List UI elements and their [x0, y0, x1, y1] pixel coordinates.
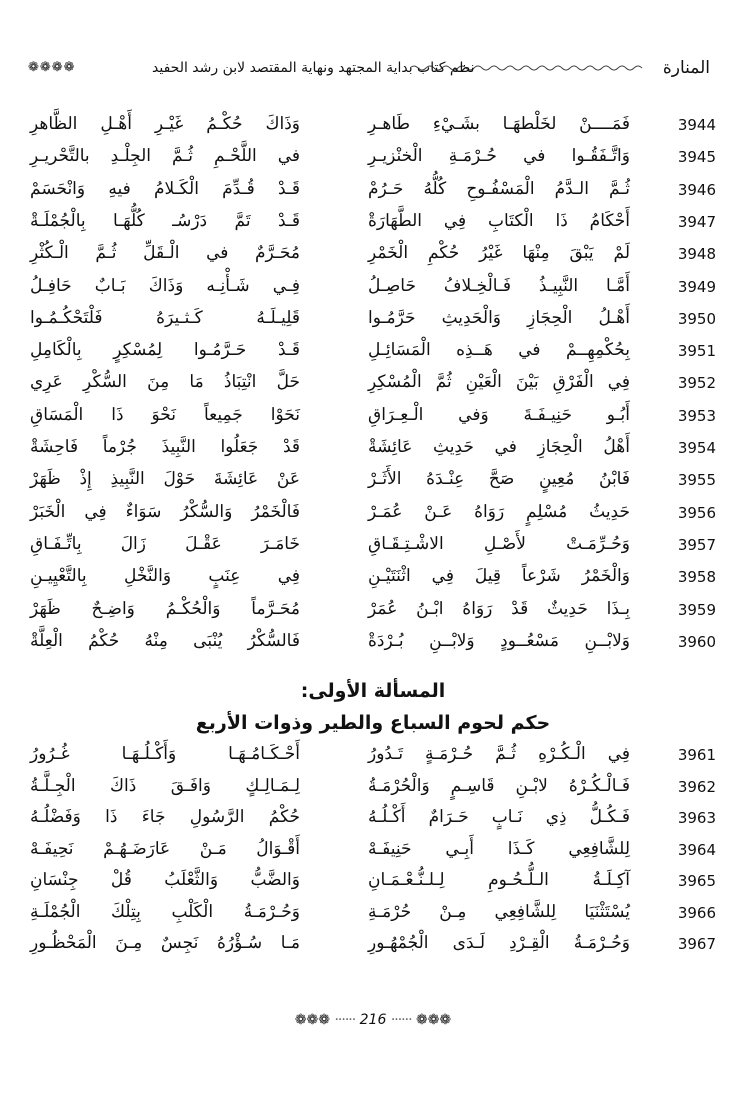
- verse-first-hemistich: ثُـمَّ الـدَّمُ الْمَسْفُـوحِ كُلُّهُ حَـرُمْ: [368, 178, 630, 199]
- verse-row: [30, 241, 716, 271]
- verse-row: [30, 209, 716, 239]
- verse-row: [30, 774, 716, 804]
- verse-first-hemistich: وَحُـرْمَـةُ الْقِـرْدِ لَـدَى الْجُمْهُـورِ: [368, 933, 630, 953]
- verse-row: [30, 467, 716, 497]
- verse-second-hemistich: قَدْ جَعَلُوا النَّبِيذَ جُرْماً فَاحِشَةْ: [30, 437, 300, 457]
- verse-row: [30, 900, 716, 930]
- verse-row: [30, 306, 716, 336]
- verse-number: 3961: [677, 746, 716, 764]
- page-footer: ❁❁❁ ······ 216 ······ ❁❁❁: [294, 1012, 452, 1028]
- verse-row: [30, 837, 716, 867]
- verse-number: 3951: [677, 342, 716, 361]
- page-header: [28, 56, 718, 86]
- verse-first-hemistich: وَالْخَمْرُ شَرْعاً قِيلَ فِي اثْنَتَيْـنِ: [368, 566, 630, 587]
- verse-second-hemistich: فِي عِنَبٍ وَالنَّخْلِ بِالتَّعْيِيـنِ: [30, 566, 300, 587]
- verse-second-hemistich: وَحُـرْمَـةُ الْكَلْبِ بِتِلْكَ الْجُمْلَـةِ: [30, 901, 300, 922]
- verse-number: 3954: [677, 439, 716, 457]
- verse-first-hemistich: لِلشَّافِعِي كَـذَا أَبِـي حَنِيفَـهْ: [368, 838, 630, 859]
- verse-row: [30, 868, 716, 898]
- verse-number: 3953: [677, 406, 716, 425]
- verse-first-hemistich: لَمْ يَبْقَ مِنْهَا غَيْرُ حُكْمِ الْخَمْرِ: [368, 243, 630, 264]
- verse-number: 3958: [677, 568, 716, 587]
- verse-number: 3946: [677, 180, 716, 199]
- footer-ornament-right: ❁❁❁: [415, 1012, 452, 1028]
- verse-number: 3947: [677, 212, 716, 231]
- section-title: المسألة الأولى:: [300, 680, 446, 702]
- verse-first-hemistich: فَـكُـلُّ ذِي نَـابٍ حَـرَامٌ أَكْـلُـهُ: [368, 807, 630, 827]
- verse-number: 3955: [677, 471, 716, 490]
- verse-number: 3952: [677, 374, 716, 393]
- verse-number: 3957: [677, 535, 716, 554]
- verse-number: 3964: [677, 840, 716, 859]
- verse-row: [30, 564, 716, 594]
- verse-number: 3959: [677, 600, 716, 619]
- page-number: 216: [359, 1012, 387, 1028]
- verse-second-hemistich: مَـا سُـؤْرُهُ نَجِسٌ مِـنَ الْمَحْظُـورِ: [30, 933, 300, 953]
- header-site-name: المنارة: [662, 58, 710, 78]
- verse-row: [30, 742, 716, 772]
- verse-row: [30, 532, 716, 562]
- header-ornament: ❁❁❁❁: [28, 60, 76, 75]
- verse-second-hemistich: فِـي شَـأْنِـه وَذَاكَ بَـابٌ حَافِـلُ: [30, 275, 300, 296]
- verse-second-hemistich: حُكْمُ الرَّسُولِ جَاءَ ذَا وَفَضْلُـهُ: [30, 807, 300, 827]
- verse-second-hemistich: أَقْـوَالُ مَـنْ عَارَضَـهُـمْ نَحِيفَـهْ: [30, 838, 300, 859]
- verse-second-hemistich: أَحْـكَـامُـهَـا وَأَكْـلُـهَـا غُـرُورُ: [30, 744, 300, 764]
- verse-row: [30, 805, 716, 835]
- verse-first-hemistich: أَهْلُ الْحِجَازِ في حَدِيثِ عَائِشَةْ: [368, 437, 630, 457]
- verse-second-hemistich: قَـدْ قُـدِّمَ الْكَـلامُ فيهِ وَانْحَسَمْ: [30, 178, 300, 199]
- verse-row: [30, 500, 716, 530]
- verse-row: [30, 931, 716, 961]
- verse-second-hemistich: في اللَّحْـمِ ثُـمَّ الجِلْـدِ بالتَّحْريـرِ: [30, 146, 300, 167]
- verse-second-hemistich: خَامَـرَ عَقْـلَ زَالَ بِاتِّـفَـاقِ: [30, 533, 300, 554]
- verse-second-hemistich: فَالْخَمْرُ وَالسُّكْرُ سَوَاءٌ فِي الْخَبَرْ: [30, 501, 300, 522]
- verse-number: 3948: [677, 245, 716, 264]
- verse-first-hemistich: آكِـلَـةُ الـلُّـحُـومِ لِـلـنُّـعْـمَـانِ: [368, 870, 630, 890]
- verse-number: 3965: [677, 872, 716, 890]
- verse-first-hemistich: أَبُـو حَنِيـفَـةَ وَفي الْـعِـرَاقِ: [368, 404, 630, 425]
- verse-second-hemistich: وَالضَّبُّ وَالثَّعْلَبُ قُلْ جِنْسَانِ: [30, 870, 300, 890]
- verse-second-hemistich: وَذَاكَ حُكْـمُ غَيْـرِ أَهْـلِ الظَّاهرِ: [30, 114, 300, 134]
- verse-second-hemistich: نَحَوْا جَمِيعاً نَحْوَ ذَا الْمَسَاقِ: [30, 404, 300, 425]
- verse-first-hemistich: وَحُـرِّمَـتْ لأَصْـلِ الاشْـتِـقَـاقِ: [368, 533, 630, 554]
- verse-row: [30, 403, 716, 433]
- verse-second-hemistich: مُحَـرَّمٌ في الْـقَلِّ ثُـمَّ الْـكُثْرِ: [30, 243, 300, 264]
- verse-number: 3949: [677, 277, 716, 296]
- verse-first-hemistich: بِحُكْمِهِــمْ في هَــذِه الْمَسَائِـلِ: [368, 340, 630, 361]
- verse-first-hemistich: فِي الْـكُـرْهِ ثُـمَّ حُـرْمَـةٍ تَـدُورُ: [368, 744, 630, 764]
- verse-number: 3966: [677, 903, 716, 922]
- verse-first-hemistich: حَدِيثُ مُسْلِمٍ رَوَاهُ عَـنْ عُمَـرْ: [368, 501, 630, 522]
- verse-second-hemistich: مُحَـرَّماً وَالْحُكْـمُ وَاضِـحٌ ظَهَرْ: [30, 598, 300, 619]
- verse-row: [30, 144, 716, 174]
- verse-second-hemistich: لِـمَـالِـكٍ وَافَـقَ ذَاكَ الْجِـلَّـةُ: [30, 775, 300, 796]
- verse-row: [30, 177, 716, 207]
- verse-number: 3945: [677, 148, 716, 167]
- verse-second-hemistich: قَـدْ حَـرَّمُـوا لِمُسْكِرٍ بِالْكَامِلِ: [30, 340, 300, 361]
- header-book-title: نظم كتاب بداية المجتهد ونهاية المقتصد لابن رشد الحفيد: [152, 60, 475, 76]
- verse-first-hemistich: أَهْـلُ الْحِجَازِ وَالْحَدِيثِ حَرَّمُـوا: [368, 307, 630, 328]
- verse-first-hemistich: فَابْنُ مُعِينٍ صَحَّ عِنْـدَهُ الأَثَـرْ: [368, 469, 630, 490]
- verse-second-hemistich: قَـدْ تَمَّ دَرْسُـ كُلُّهَـا بِالْجُمْلَـةْ: [30, 210, 300, 231]
- verse-first-hemistich: أَمَّـا النَّبِيـذُ فَـالْخِـلافُ حَاصِـلُ: [368, 275, 630, 296]
- verse-second-hemistich: قَلِيـلَـهُ كَـثـيرَهُ فَلْتَحْكُـمُـوا: [30, 307, 300, 328]
- verse-row: [30, 338, 716, 368]
- verse-first-hemistich: يُسْتَثْنَيَا لِلشَّافِعِي مِـنْ حُرْمَـةِ: [368, 901, 630, 922]
- verse-number: 3967: [677, 935, 716, 953]
- verse-first-hemistich: أَحْكَامُ ذَا الْكتَابِ فِي الطَّهَارَةْ: [368, 210, 630, 231]
- verse-number: 3944: [677, 116, 716, 134]
- verse-row: [30, 370, 716, 400]
- verse-first-hemistich: بِـذَا حَدِيثٌ قَدْ رَوَاهُ ابْـنُ عُمَرْ: [368, 598, 630, 619]
- verse-second-hemistich: عَنْ عَائِشَةَ حَوْلَ النَّبِيذِ إِذْ ظَهَرْ: [30, 469, 300, 490]
- verse-number: 3950: [677, 309, 716, 328]
- verse-row: [30, 597, 716, 627]
- verse-number: 3956: [677, 503, 716, 522]
- verse-second-hemistich: فَالسُّكْرُ يُنْبَى مِنْهُ حُكْمُ الْعِلَّةْ: [30, 630, 300, 651]
- verse-second-hemistich: حَلَّ انْتِبَاذُ مَا مِنَ السُّكْرِ عَرِي: [30, 372, 300, 393]
- verse-row: [30, 435, 716, 465]
- verse-number: 3960: [677, 632, 716, 651]
- section-subtitle: حكم لحوم السباع والطير وذوات الأربع: [195, 712, 551, 734]
- verse-row: [30, 629, 716, 659]
- verse-first-hemistich: وَلابْــنِ مَسْعُــودٍ وَلابْــنِ بُـرْدَةْ: [368, 630, 630, 651]
- verse-number: 3963: [677, 809, 716, 827]
- verse-first-hemistich: وَاتَّـفَقُـوا في حُـرْمَـةِ الْخنْزيـرِ: [368, 146, 630, 167]
- verse-first-hemistich: فَمَــــنْ لخَلْطهَـا بشَـيْءِ طَاهـرِ: [368, 114, 630, 134]
- verse-number: 3962: [677, 777, 716, 796]
- verse-first-hemistich: فَـالْـكُـرْهُ لابْـنِ قَاسِـمٍ وَالْحُرْمَـةُ: [368, 775, 630, 796]
- verse-row: [30, 274, 716, 304]
- verse-row: [30, 112, 716, 142]
- verse-first-hemistich: فِي الْفَرْقِ بَيْنَ الْعَيْنِ ثُمَّ الْمُسْكِرِ: [368, 372, 630, 393]
- footer-ornament-left: ❁❁❁: [294, 1012, 331, 1028]
